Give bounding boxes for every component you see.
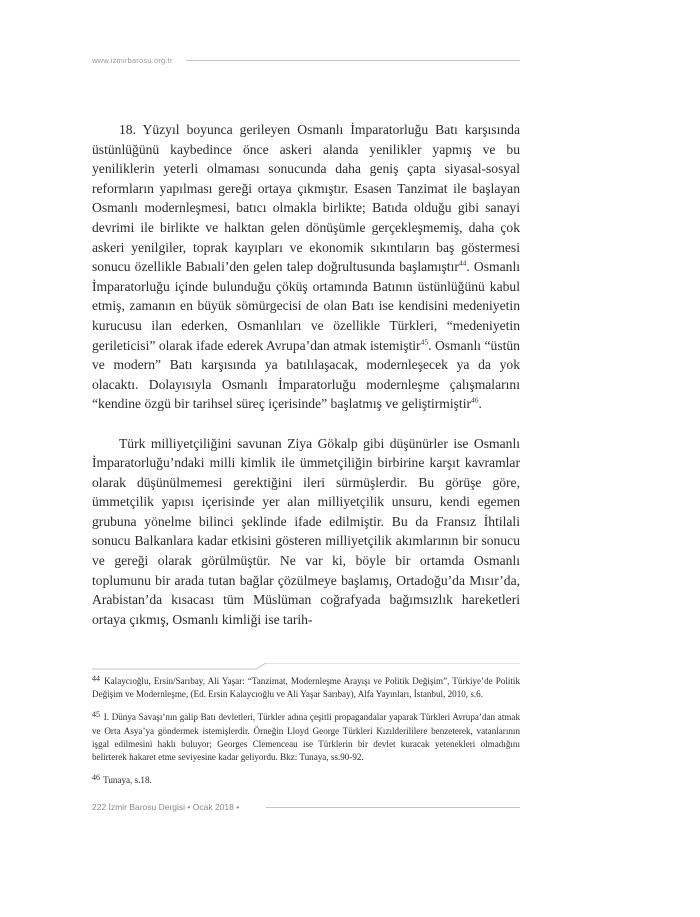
footnote-number: 45	[92, 710, 100, 720]
footnote-ref-46: 46	[471, 395, 479, 405]
footnote-45	[92, 711, 520, 764]
paragraph-2: Türk milliyetçiliğini savunan Ziya Gökalp gibi düşünürler ise Osmanlı İmparatorluğu’ndaki milli kimlik ile ümmetçiliğin birbirine karşıt kavramlar olarak düşünülmemesi gerektiğini ileri sürmüşlerdir. Bu görüşe göre, ümmetçilik yapısı içerisinde yer alan milliyetçilik unsuru, kendi egemen grubuna yönelme bilinci şeklinde ifade edilmiştir. Bu da Fransız İhtilali sonucu Balkanlara kadar etkisini gösteren milliyetçilik akımlarının bir sonucu ve gereği olarak görülmüştür. Ne var ki, böyle bir ortamda Osmanlı toplumunu bir arada tutan bağlar çözülmeye başlamış, Ortadoğu’da Mısır’da, Arabistan’da kısacası tüm Müslüman coğrafyada bağımsızlık hareketleri ortaya çıkmış, Osmanlı kimliği ise tarih-	[92, 435, 520, 627]
footnote-ref-44: 44	[458, 258, 467, 268]
footnote-ref-45: 45	[420, 337, 429, 346]
footnotes	[92, 675, 520, 797]
footer-text: 222 İzmir Barosu Dergisi • Ocak 2018 •	[92, 802, 240, 812]
footnote-separator	[92, 663, 520, 671]
footnote-text: Kalaycıoğlu, Ersin/Sarıbay, Ali Yaşar: “Tanzimat, Modernleşme Arayışı ve Politik Değişim”, Türkiye’de Politik Değişim ve Modernleşme, (Ed. Ersin Kalaycıoğlu ve Ali Yaşar Sarıbay), Alfa Yayınları, İstanbul, 2010, s.6.	[92, 676, 520, 700]
page-footer	[92, 802, 520, 816]
footnote-46	[92, 774, 520, 787]
footnote-number: 44	[92, 674, 100, 683]
page-header	[92, 56, 520, 70]
paragraph-1: 18. Yüzyıl boyunca gerileyen Osmanlı İmparatorluğu Batı karşısında üstünlüğünü kaybedince önce askeri alanda yenilikler yapmış ve bu yeniliklerin yeterli olmaması sonucunda daha geniş çapta siyasal-sosyal reformların yapılması gereği ortaya çıkmıştır. Esasen Tanzimat ile başlayan Osmanlı modernleşmesi, batıcı olmakla birlikte; Batıda olduğu gibi sanayi devrimi ile birlikte ve halktan gelen dönüşümle gerçekleşmemiş, daha çok askeri yenilgiler, toprak kayıpları ve ekonomik sıkıntıların baş göstermesi sonucu özellikle Babıali’den gelen talep doğrultusunda başlamıştır$^{44}$. Osmanlı İmparatorluğu içinde bulunduğu çöküş ortamında Batının üstünlüğünü kabul etmiş, zamanın en büyük sömürgecisi de olan Batı ise kendisini medeniyetin kurucusu ilan ederken, Osmanlıları ve özellikle Türkleri, “medeniyetin gerileticisi” olarak ifade ederek Avrupa’dan atmak istemiştir$^{45}$. Osmanlı “üstün ve modern” Batı karşısında ya batılılaşacak, modernleşecek ya da yok olacaktı. Dolayısıyla Osmanlı İmparatorluğu modernleşme çalışmalarını “kendine özgü bir tarihsel süreç içerisinde” başlatmış ve geliştirmiştir$^{46}$.	[92, 122, 520, 412]
footnote-number: 46	[92, 773, 100, 783]
footnote-text: I. Dünya Savaşı’nın galip Batı devletleri, Türkler adına çeşitli propagandalar yaparak Türkleri Avrupa’dan atmak ve Orta Asya’ya göndermek istemişlerdir. Örneğin Lloyd George Türkleri Kızılderililere benzeterek, vatanlarının işgal edilmesini haklı buluyor; Georges Clemenceau ise Türklerin bir devlet kuracak yetenekleri olmadığını belirterek hakaret etme seviyesine kadar geliyordu. Bkz: Tunaya, ss.90-92.	[92, 712, 521, 763]
header-url: www.izmirbarosu.org.tr	[92, 56, 173, 65]
header-rule	[186, 60, 520, 61]
main-text	[92, 120, 520, 629]
footnote-text: Tunaya, s.18.	[103, 775, 152, 786]
footnote-44	[92, 675, 520, 701]
footer-rule	[266, 807, 520, 808]
